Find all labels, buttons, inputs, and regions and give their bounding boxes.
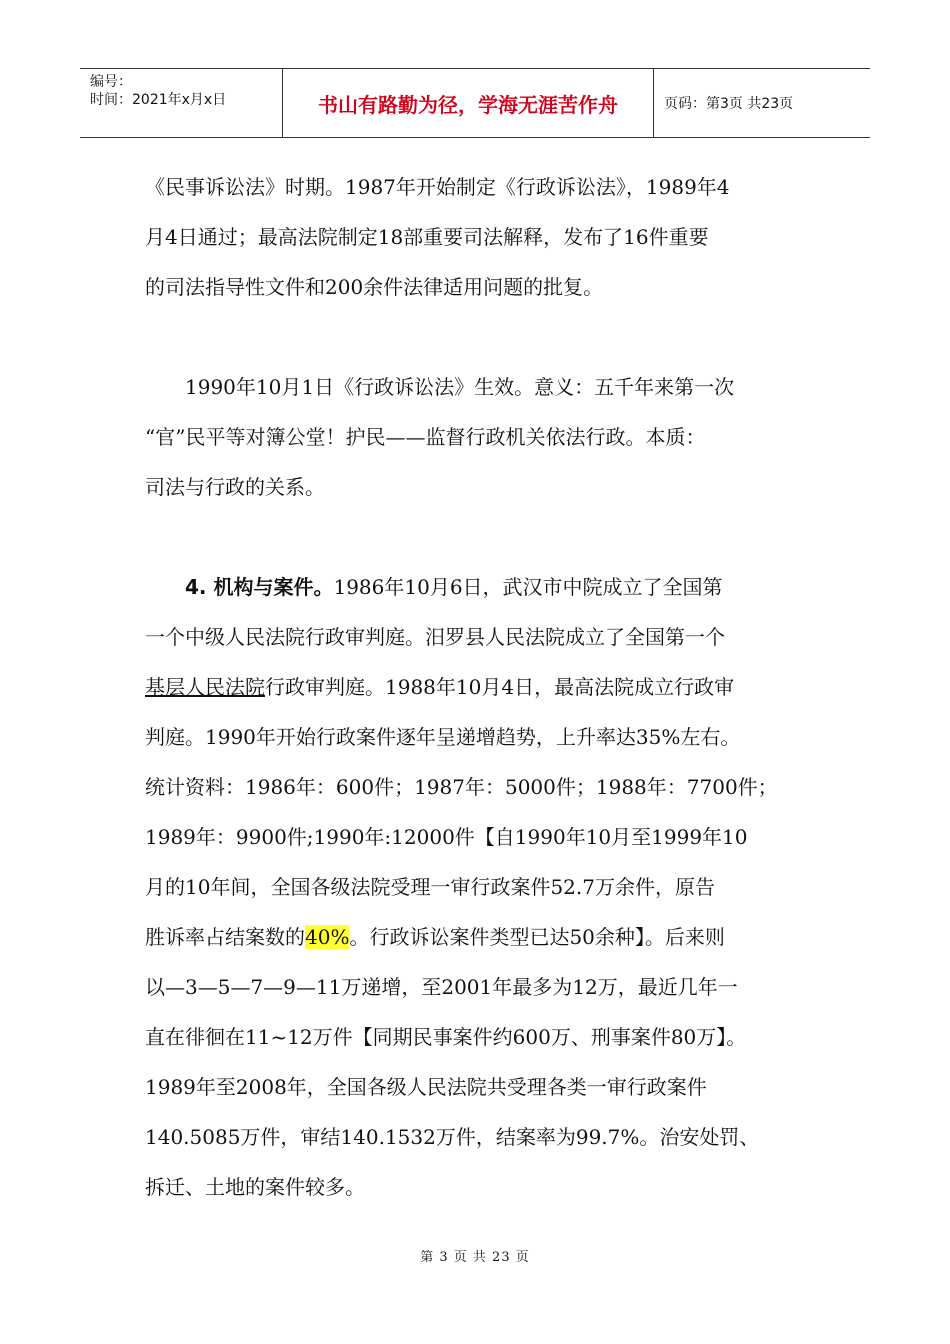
paragraph-3: [145, 562, 825, 1212]
text-line: 统计资料：1986年：600件；1987年：5000件；1988年：7700件；: [145, 775, 778, 799]
text-line: 1989年至2008年，全国各级人民法院共受理各类一审行政案件: [145, 1075, 707, 1099]
text-line: 司法与行政的关系。: [145, 475, 325, 499]
paragraph-2: [145, 362, 825, 512]
text-line: 《民事诉讼法》时期。1987年开始制定《行政诉讼法》，1989年4: [145, 175, 730, 199]
header-meta: [80, 69, 283, 137]
text-line: [145, 662, 825, 712]
page-footer: 第 3 页 共 23 页: [420, 1250, 530, 1265]
text-line: 140.5085万件，审结140.1532万件，结案率为99.7%。治安处罚、: [145, 1125, 760, 1149]
text-line: 一个中级人民法院行政审判庭。汨罗县人民法院成立了全国第一个: [145, 625, 725, 649]
text-line: 直在徘徊在11~12万件【同期民事案件约600万、刑事案件80万】。: [145, 1025, 747, 1049]
paragraph-1: [145, 162, 825, 312]
header-page-number: 页码：第3页 共23页: [664, 96, 794, 112]
document-date-label: 时间：2021年x月x日: [90, 92, 227, 108]
text-span: 胜诉率占结案数的: [145, 925, 305, 949]
highlighted-percentage: 40%: [305, 925, 350, 949]
document-number-label: 编号：: [90, 74, 132, 90]
header-motto: 书山有路勤为径，学海无涯苦作舟: [283, 69, 654, 137]
section-heading: 4. 机构与案件。: [185, 575, 334, 599]
text-line: “官”民平等对簿公堂！护民——监督行政机关依法行政。本质：: [145, 425, 706, 449]
text-line: 1990年10月1日《行政诉讼法》生效。意义：五千年来第一次: [185, 375, 735, 399]
text-line: [145, 562, 825, 612]
underlined-term: 基层人民法院: [145, 675, 265, 699]
text-line: [145, 912, 825, 962]
text-line: 以—3—5—7—9—11万递增，至2001年最多为12万，最近几年一: [145, 975, 738, 999]
page-header: [80, 68, 870, 138]
text-span: 行政审判庭。1988年10月4日，最高法院成立行政审: [265, 675, 735, 699]
text-line: 拆迁、土地的案件较多。: [145, 1175, 365, 1199]
text-line: 1989年：9900件;1990年:12000件【自1990年10月至1999年10: [145, 825, 748, 849]
text-line: 月4日通过；最高法院制定18部重要司法解释，发布了16件重要: [145, 225, 709, 249]
text-span: 1986年10月6日，武汉市中院成立了全国第: [333, 575, 723, 599]
text-line: 月的10年间，全国各级法院受理一审行政案件52.7万余件，原告: [145, 875, 715, 899]
text-line: 判庭。1990年开始行政案件逐年呈递增趋势，上升率达35%左右。: [145, 725, 741, 749]
text-line: 的司法指导性文件和200余件法律适用问题的批复。: [145, 275, 604, 299]
text-span: 。行政诉讼案件类型已达50余种】。后来则: [349, 925, 725, 949]
document-body: [145, 162, 825, 1212]
